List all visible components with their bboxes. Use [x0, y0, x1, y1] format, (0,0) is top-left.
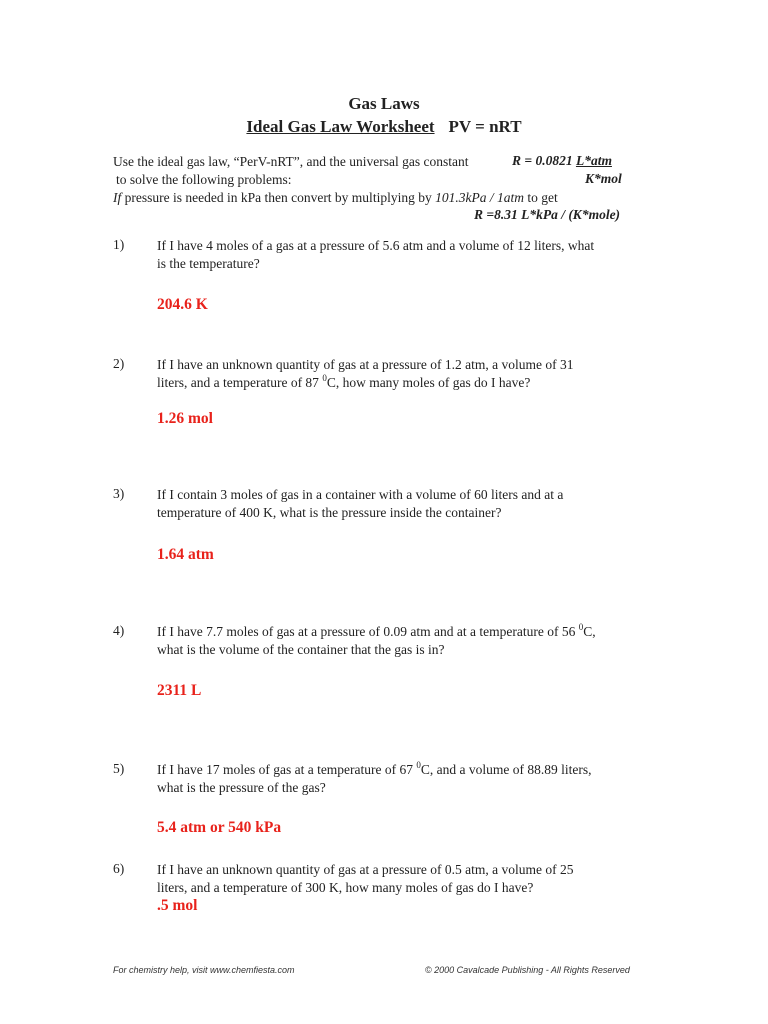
formula: PV = nRT	[448, 117, 522, 136]
gas-constant-units-bottom: K*mol	[585, 171, 622, 186]
question-text	[157, 861, 657, 897]
question-line: If I have an unknown quantity of gas at a pressure of 0.5 atm, a volume of 25	[157, 862, 574, 877]
question-number: 3)	[113, 486, 125, 501]
question-text	[157, 761, 657, 797]
question-line: what is the pressure of the gas?	[157, 780, 326, 795]
answer: 2311 L	[157, 682, 202, 699]
question-text-part: C, and a volume of 88.89 liters,	[420, 762, 592, 777]
answer: 204.6 K	[157, 296, 208, 313]
question-text-part: If I have 17 moles of gas at a temperature of 67	[157, 762, 417, 777]
question-text	[157, 356, 657, 392]
intro-line-3	[113, 189, 558, 207]
intro-to-get: to get	[527, 190, 558, 205]
question-number: 4)	[113, 623, 125, 638]
intro-line-1: Use the ideal gas law, “PerV-nRT”, and the universal gas constant	[113, 154, 469, 169]
worksheet-title	[0, 117, 768, 137]
intro-line-2: to solve the following problems:	[116, 172, 292, 187]
degree-superscript: 0	[322, 373, 327, 383]
degree-superscript: 0	[416, 760, 421, 770]
worksheet-subtitle: Ideal Gas Law Worksheet	[246, 117, 435, 136]
question-text-part: liters, and a temperature of 87	[157, 375, 323, 390]
question-line: is the temperature?	[157, 256, 260, 271]
answer: 1.64 atm	[157, 546, 214, 563]
question-line	[157, 761, 657, 779]
question-text-part: C, how many moles of gas do I have?	[326, 375, 531, 390]
question-line: liters, and a temperature of 300 K, how many moles of gas do I have?	[157, 880, 534, 895]
footer-copyright: © 2000 Cavalcade Publishing - All Rights Reserved	[425, 965, 630, 975]
question-text	[157, 486, 657, 522]
question-line: If I contain 3 moles of gas in a container with a volume of 60 liters and at a	[157, 487, 564, 502]
question-text	[157, 623, 657, 659]
question-line: If I have an unknown quantity of gas at a pressure of 1.2 atm, a volume of 31	[157, 357, 574, 372]
question-number: 1)	[113, 237, 125, 252]
gas-constant-atm	[512, 153, 612, 169]
page-title: Gas Laws	[348, 94, 420, 113]
question-line: If I have 4 moles of a gas at a pressure of 5.6 atm and a volume of 12 liters, what	[157, 238, 595, 253]
question-line: what is the volume of the container that the gas is in?	[157, 642, 445, 657]
question-line: temperature of 400 K, what is the pressure inside the container?	[157, 505, 502, 520]
gas-constant-kpa: R =8.31 L*kPa / (K*mole)	[474, 207, 621, 222]
question-number: 6)	[113, 861, 125, 876]
degree-superscript: 0	[578, 622, 584, 632]
question-number: 5)	[113, 761, 125, 776]
gas-constant-value: R = 0.0821	[512, 153, 573, 168]
intro-if: If	[113, 190, 122, 205]
answer: 1.26 mol	[157, 410, 213, 427]
footer-help-link[interactable]: For chemistry help, visit www.chemfiesta.com	[113, 965, 295, 975]
question-line	[157, 623, 657, 641]
answer: 5.4 atm or 540 kPa	[157, 819, 282, 836]
gas-constant-units-top: L*atm	[575, 153, 612, 168]
question-number: 2)	[113, 356, 125, 371]
intro-kpa-text: pressure is needed in kPa then convert by multiplying by	[124, 190, 432, 205]
conversion-factor: 101.3kPa / 1atm	[435, 190, 524, 205]
question-text-part: If I have 7.7 moles of gas at a pressure of 0.09 atm and at a temperature of 56	[157, 624, 579, 639]
question-text-part: C,	[583, 624, 596, 639]
answer: .5 mol	[157, 897, 198, 914]
question-text	[157, 237, 657, 273]
question-line	[157, 374, 657, 392]
